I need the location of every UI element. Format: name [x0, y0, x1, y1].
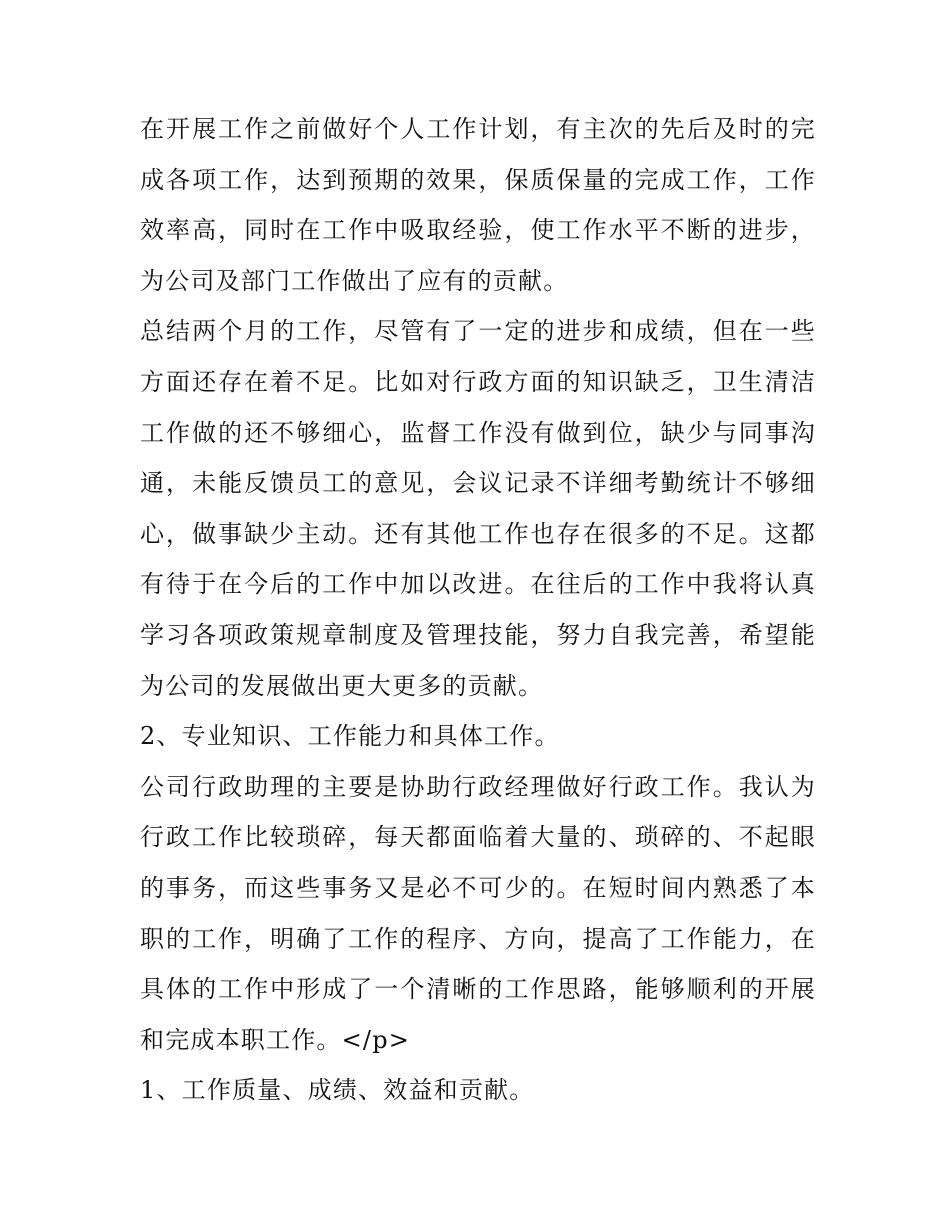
- paragraph-work-plan: 在开展工作之前做好个人工作计划，有主次的先后及时的完成各项工作，达到预期的效果，保质保量的完成工作，工作效率高，同时在工作中吸取经验，使工作水平不断的进步，为公司及部门工作做出了应有的贡献。: [140, 115, 816, 295]
- section-heading-2: 2、专业知识、工作能力和具体工作。: [140, 722, 560, 751]
- paragraph-admin-assistant: 公司行政助理的主要是协助行政经理做好行政工作。我认为行政工作比较琐碎，每天都面临着大量的、琐碎的、不起眼的事务，而这些事务又是必不可少的。在短时间内熟悉了本职的工作，明确了工作的程序、方向，提高了工作能力，在具体的工作中形成了一个清晰的工作思路，能够顺利的开展和完成本职工作。</p>: [140, 772, 816, 1054]
- section-heading-1: 1、工作质量、成绩、效益和贡献。: [140, 1076, 535, 1105]
- paragraph-shortcomings: 总结两个月的工作，尽管有了一定的进步和成绩，但在一些方面还存在着不足。比如对行政方面的知识缺乏，卫生清洁工作做的还不够细心，监督工作没有做到位，缺少与同事沟通，未能反馈员工的意见，会议记录不详细考勤统计不够细心，做事缺少主动。还有其他工作也存在很多的不足。这都有待于在今后的工作中加以改进。在往后的工作中我将认真学习各项政策规章制度及管理技能，努力自我完善，希望能为公司的发展做出更大更多的贡献。: [140, 317, 816, 700]
- document-body: [140, 104, 816, 1116]
